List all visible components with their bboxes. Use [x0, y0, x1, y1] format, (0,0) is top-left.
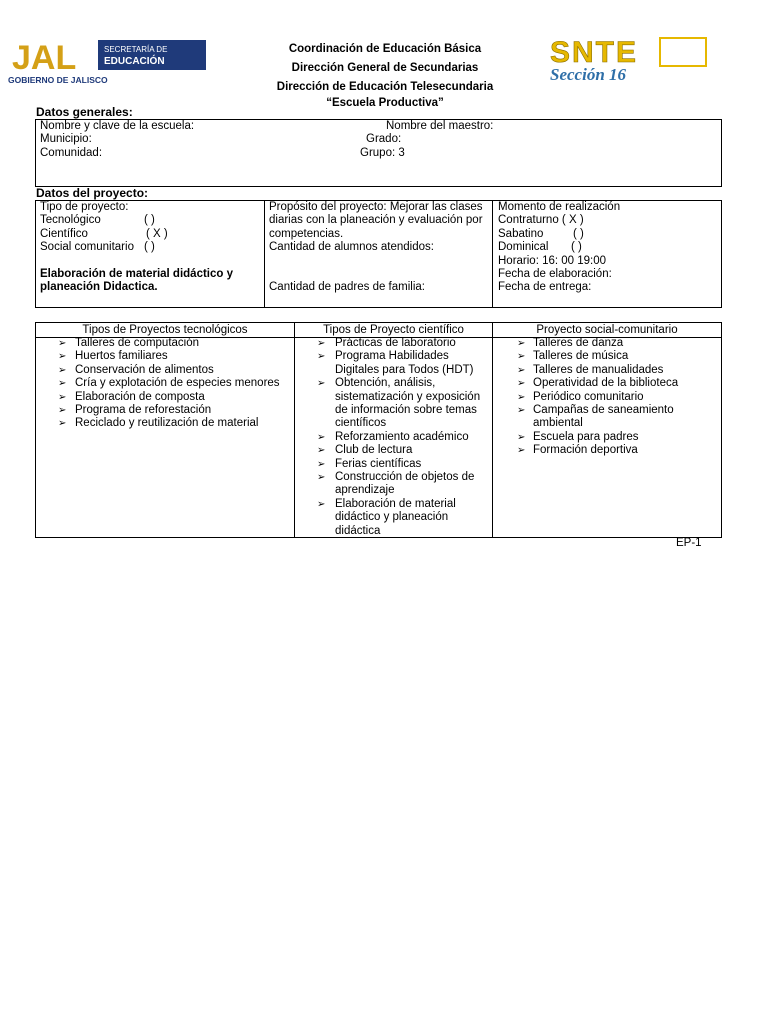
proposito-line3: competencias.	[269, 228, 344, 240]
list-item-text: Talleres de danza	[533, 337, 624, 349]
list-item	[493, 364, 721, 377]
fecha-elaboracion-label: Fecha de elaboración:	[498, 268, 612, 280]
list-item-text: Cría y explotación de especies menores	[75, 377, 280, 390]
list-item	[36, 337, 294, 350]
arrow-bullet-icon: ➢	[58, 378, 67, 390]
sabatino-label: Sabatino	[498, 228, 544, 240]
list-item	[295, 350, 492, 377]
list-item	[295, 498, 492, 538]
social-header: Proyecto social-comunitario	[493, 323, 721, 338]
list-item	[493, 404, 721, 431]
list-item	[295, 431, 492, 444]
momento-realizacion-label: Momento de realización	[498, 201, 621, 213]
list-item-text: Talleres de música	[533, 350, 629, 363]
list-item-text: Programa Habilidades	[335, 350, 449, 363]
arrow-bullet-icon: ➢	[517, 351, 526, 363]
list-item-text: Digitales para Todos (HDT)	[335, 363, 474, 376]
list-item-text: Reciclado y reutilización de material	[75, 417, 259, 430]
list-item-text: de información sobre temas	[335, 404, 477, 417]
dominical-label: Dominical	[498, 241, 549, 253]
header-line-3: Dirección de Educación Telesecundaria	[276, 81, 494, 93]
list-item	[493, 377, 721, 390]
list-item-text: Club de lectura	[335, 444, 413, 457]
fecha-entrega-label: Fecha de entrega:	[498, 281, 592, 293]
arrow-bullet-icon: ➢	[517, 391, 526, 403]
list-item	[493, 391, 721, 404]
header-line-1: Coordinación de Educación Básica	[288, 43, 482, 55]
arrow-bullet-icon: ➢	[317, 378, 326, 390]
list-item	[493, 337, 721, 350]
list-item-text: Escuela para padres	[533, 430, 639, 443]
arrow-bullet-icon: ➢	[58, 418, 67, 430]
jalisco-education-logo	[6, 38, 208, 86]
list-item-text: ambiental	[533, 417, 583, 430]
datos-generales-box	[35, 119, 722, 187]
project-name-line2: planeación Didactica.	[40, 281, 158, 293]
proposito-line2: diarias con la planeación y evaluación por	[269, 214, 483, 226]
list-item	[493, 350, 721, 363]
list-item-text: didáctica	[335, 524, 381, 537]
sabatino-checkbox[interactable]: ( )	[573, 228, 584, 240]
header-line-2: Dirección General de Secundarias	[291, 62, 479, 74]
tecnologico-checkbox[interactable]: ( )	[144, 214, 155, 226]
project-name-line1: Elaboración de material didáctico y	[40, 268, 234, 280]
list-item-text: Talleres de computación	[75, 337, 200, 349]
grupo-label: Grupo: 3	[360, 147, 405, 159]
list-item	[295, 444, 492, 457]
document-header	[240, 40, 530, 110]
list-item	[493, 431, 721, 444]
list-item-text: Ferias científicas	[335, 457, 422, 470]
cientifico-column	[295, 323, 493, 537]
social-comunitario-checkbox[interactable]: ( )	[144, 241, 155, 253]
arrow-bullet-icon: ➢	[317, 498, 326, 510]
list-item	[295, 458, 492, 471]
arrow-bullet-icon: ➢	[58, 391, 67, 403]
list-item-text: Construcción de objetos de	[335, 471, 475, 484]
jal-logo-sub: GOBIERNO DE JALISCO	[8, 75, 108, 85]
municipio-label: Municipio:	[40, 133, 92, 145]
list-item-text: Huertos familiares	[75, 350, 168, 363]
list-item-text: Formación deportiva	[533, 444, 638, 457]
tecnologicos-column	[36, 323, 295, 537]
divider	[492, 201, 493, 307]
list-item-text: Programa de reforestación	[75, 404, 212, 417]
list-item	[36, 350, 294, 363]
list-item-text: Reforzamiento académico	[335, 430, 469, 443]
list-item-text: Elaboración de material	[335, 497, 456, 510]
social-comunitario-label: Social comunitario	[40, 241, 134, 253]
cientifico-header: Tipos de Proyecto científico	[295, 323, 492, 338]
comunidad-label: Comunidad:	[40, 147, 103, 159]
list-item-text: didáctico y planeación	[335, 511, 449, 524]
proposito-line1: Propósito del proyecto: Mejorar las clases	[269, 201, 483, 213]
nombre-maestro-label: Nombre del maestro:	[386, 120, 494, 132]
datos-proyecto-box	[35, 200, 722, 308]
list-item	[295, 471, 492, 498]
datos-proyecto-title: Datos del proyecto:	[36, 186, 149, 200]
snte-logo-sub: Sección 16	[550, 65, 627, 84]
jal-logo-line1: SECRETARÍA DE	[104, 45, 168, 54]
list-item	[295, 337, 492, 350]
nombre-clave-label: Nombre y clave de la escuela:	[40, 120, 195, 132]
horario-label: Horario: 16: 00 19:00	[498, 255, 607, 267]
cientifico-label: Científico	[40, 228, 88, 240]
list-item-text: Periódico comunitario	[533, 390, 644, 403]
arrow-bullet-icon: ➢	[317, 445, 326, 457]
list-item-text: Prácticas de laboratorio	[335, 337, 456, 349]
cientifico-checkbox[interactable]: ( X )	[146, 228, 168, 240]
list-item	[36, 404, 294, 417]
arrow-bullet-icon: ➢	[517, 364, 526, 376]
divider	[264, 201, 265, 307]
list-item	[36, 417, 294, 430]
list-item-text: Elaboración de composta	[75, 390, 205, 403]
social-column	[493, 323, 721, 537]
tecnologico-label: Tecnológico	[40, 214, 101, 226]
project-types-table	[35, 322, 722, 538]
tecnologicos-list	[36, 337, 294, 431]
dominical-checkbox[interactable]: ( )	[571, 241, 582, 253]
jal-logo-line2: EDUCACIÓN	[104, 56, 165, 67]
alumnos-atendidos-label: Cantidad de alumnos atendidos:	[269, 241, 434, 253]
snte-seccion-16-logo	[548, 34, 714, 84]
list-item-text: aprendizaje	[335, 484, 395, 497]
list-item-text: Obtención, análisis,	[335, 377, 436, 390]
list-item-text: Talleres de manualidades	[533, 363, 664, 376]
tipo-proyecto-label: Tipo de proyecto:	[40, 201, 129, 213]
arrow-bullet-icon: ➢	[58, 405, 67, 417]
list-item	[36, 391, 294, 404]
list-item	[493, 444, 721, 457]
arrow-bullet-icon: ➢	[317, 338, 326, 349]
snte-logo-text: SNTE	[550, 36, 639, 69]
page-code: EP-1	[676, 537, 702, 549]
arrow-bullet-icon: ➢	[58, 351, 67, 363]
arrow-bullet-icon: ➢	[58, 364, 67, 376]
list-item-text: Campañas de saneamiento	[533, 404, 674, 417]
jal-logo-text: JAL	[12, 39, 77, 77]
list-item	[295, 377, 492, 431]
arrow-bullet-icon: ➢	[317, 431, 326, 443]
arrow-bullet-icon: ➢	[517, 378, 526, 390]
arrow-bullet-icon: ➢	[317, 458, 326, 470]
list-item	[36, 377, 294, 390]
cientifico-list	[295, 337, 492, 538]
arrow-bullet-icon: ➢	[517, 445, 526, 457]
list-item-text: científicos	[335, 417, 387, 430]
contraturno-label: Contraturno ( X )	[498, 214, 584, 226]
padres-familia-label: Cantidad de padres de familia:	[269, 281, 425, 293]
list-item	[36, 364, 294, 377]
arrow-bullet-icon: ➢	[58, 338, 67, 349]
list-item-text: Operatividad de la biblioteca	[533, 377, 679, 390]
arrow-bullet-icon: ➢	[317, 472, 326, 484]
list-item-text: sistematización y exposición	[335, 390, 481, 403]
header-line-4: “Escuela Productiva”	[326, 97, 444, 109]
arrow-bullet-icon: ➢	[517, 338, 526, 349]
arrow-bullet-icon: ➢	[317, 351, 326, 363]
social-list	[493, 337, 721, 458]
tecnologicos-header: Tipos de Proyectos tecnológicos	[36, 323, 294, 338]
list-item-text: Conservación de alimentos	[75, 363, 214, 376]
arrow-bullet-icon: ➢	[517, 405, 526, 417]
grado-label: Grado:	[366, 133, 402, 145]
arrow-bullet-icon: ➢	[517, 431, 526, 443]
datos-generales-title: Datos generales:	[36, 105, 133, 119]
